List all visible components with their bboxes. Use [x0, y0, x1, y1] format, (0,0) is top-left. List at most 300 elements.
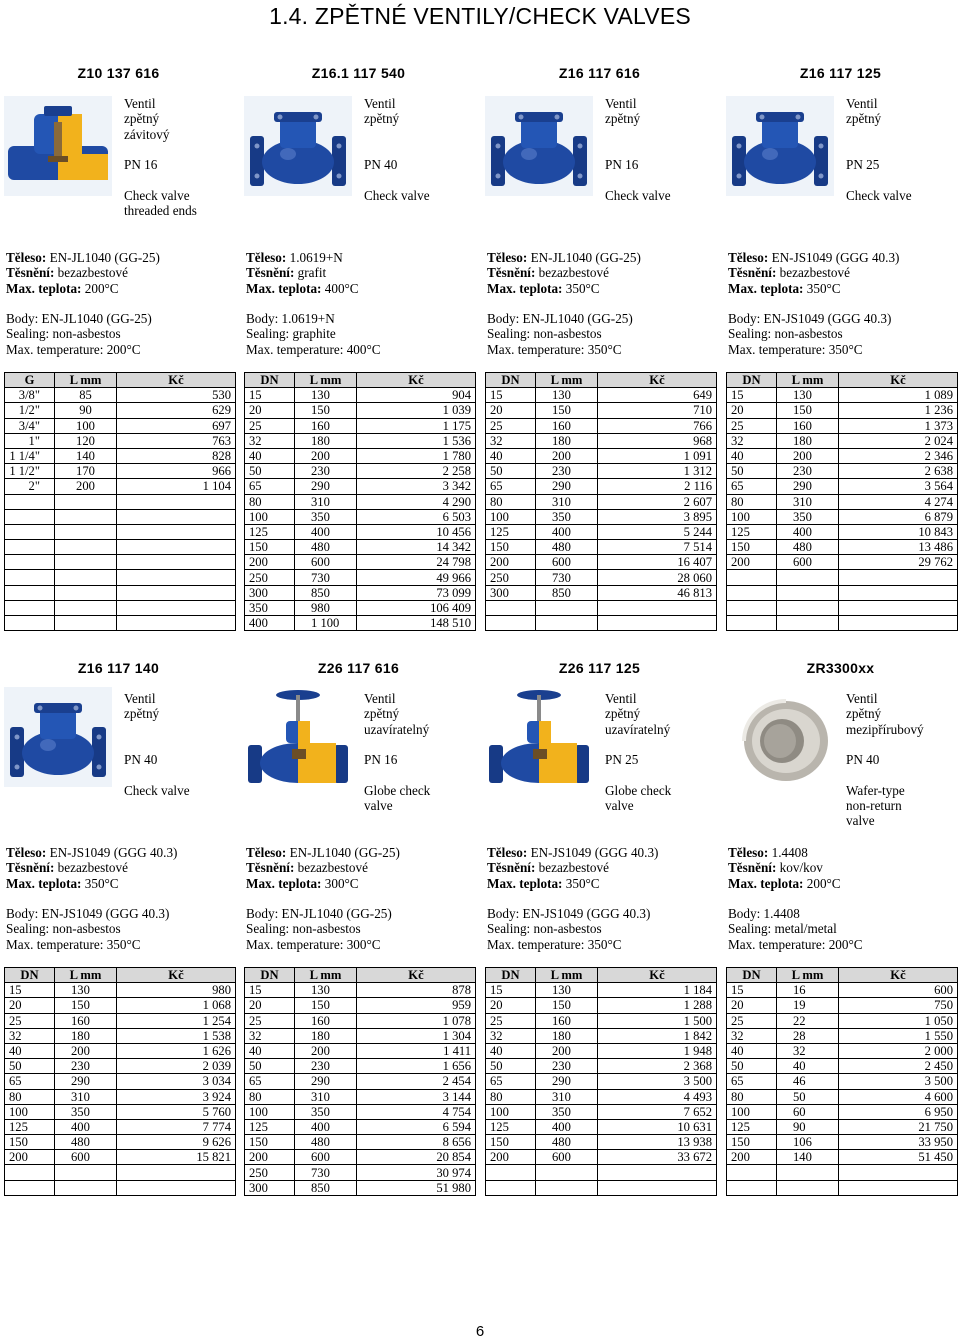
table-header-cell: DN: [486, 373, 536, 388]
max-temp-label: Max. teplota:: [6, 875, 82, 891]
table-cell: 150: [536, 403, 598, 418]
table-row: [245, 1043, 476, 1058]
table-cell-empty: [55, 555, 117, 570]
table-cell: 200: [245, 1150, 295, 1165]
table-header-row: [245, 373, 476, 388]
table-header-cell: L mm: [777, 968, 839, 983]
table-cell: 22: [777, 1013, 839, 1028]
body-value: EN-JL1040 (GG-25): [49, 250, 160, 265]
product-column: [242, 62, 475, 682]
table-cell-empty: [536, 600, 598, 615]
table-cell: 7 774: [117, 1119, 236, 1134]
spec-en: [728, 906, 957, 952]
table-cell-empty: [117, 585, 236, 600]
table-cell-empty: [117, 494, 236, 509]
table-cell: 180: [295, 1028, 357, 1043]
description-line: PN 16: [124, 157, 158, 173]
description-line: PN 16: [605, 157, 639, 173]
table-cell-empty: [598, 616, 717, 631]
table-cell: 730: [536, 570, 598, 585]
table-cell: 8 656: [357, 1135, 476, 1150]
table-cell: 100: [245, 509, 295, 524]
table-cell: 90: [55, 403, 117, 418]
table-cell-empty: [55, 1165, 117, 1180]
table-cell: 6 879: [839, 509, 958, 524]
table-cell: 200: [55, 1043, 117, 1058]
table-cell: 750: [839, 998, 958, 1013]
table-cell: 1 089: [839, 388, 958, 403]
spec-en-line: Body: EN-JL1040 (GG-25): [6, 311, 152, 326]
description-line: závitový: [124, 126, 170, 142]
table-cell: 649: [598, 388, 717, 403]
table-cell: 2 024: [839, 433, 958, 448]
spec-en: [728, 311, 957, 357]
description-line: [124, 142, 235, 157]
table-row: [5, 998, 236, 1013]
table-cell: 300: [486, 585, 536, 600]
table-header-cell: Kč: [117, 373, 236, 388]
table-row: [727, 600, 958, 615]
max-temp-label: Max. teplota:: [487, 280, 563, 296]
description-line: [605, 203, 716, 218]
table-cell: 600: [295, 1150, 357, 1165]
spec-en-line: Sealing: non-asbestos: [487, 326, 602, 342]
table-cell: 2": [5, 479, 55, 494]
table-cell: 7 514: [598, 540, 717, 555]
table-cell: 600: [55, 1150, 117, 1165]
description-line: Ventil: [846, 96, 878, 111]
table-cell-empty: [839, 600, 958, 615]
table-cell: 600: [777, 555, 839, 570]
table-cell: 250: [486, 570, 536, 585]
description-line: valve: [846, 813, 875, 829]
table-cell: 200: [295, 1043, 357, 1058]
table-header-row: [5, 968, 236, 983]
table-cell: 5 760: [117, 1104, 236, 1119]
table-cell: 10 456: [357, 524, 476, 539]
table-cell: 20: [727, 403, 777, 418]
product-description: [364, 96, 475, 218]
table-cell: 850: [295, 1180, 357, 1195]
table-row: [486, 1013, 717, 1028]
table-cell: 125: [245, 1119, 295, 1134]
table-header-cell: Kč: [598, 373, 717, 388]
table-cell-empty: [55, 540, 117, 555]
table-row: [5, 1119, 236, 1134]
sealing-label: Těsnění:: [487, 265, 536, 281]
table-cell: 200: [777, 448, 839, 463]
table-row: [727, 585, 958, 600]
table-cell: 310: [536, 494, 598, 509]
spec-cz: [6, 845, 235, 891]
table-cell: 140: [777, 1150, 839, 1165]
table-cell-empty: [839, 1180, 958, 1195]
table-header-cell: L mm: [295, 373, 357, 388]
table-cell-empty: [55, 509, 117, 524]
table-cell: 32: [5, 1028, 55, 1043]
table-row: [727, 418, 958, 433]
table-row: [486, 494, 717, 509]
table-cell-empty: [55, 585, 117, 600]
table-cell-empty: [5, 570, 55, 585]
table-cell: 1/2": [5, 403, 55, 418]
table-cell: 290: [536, 479, 598, 494]
table-cell: 10 843: [839, 524, 958, 539]
body-label: Těleso:: [728, 250, 769, 265]
table-cell: 697: [117, 418, 236, 433]
table-row: [727, 1043, 958, 1058]
product-description: [124, 691, 235, 829]
table-cell: 32: [245, 433, 295, 448]
description-line: [605, 737, 716, 752]
table-cell: 46: [777, 1074, 839, 1089]
table-cell: 2 116: [598, 479, 717, 494]
table-cell: 15: [486, 983, 536, 998]
table-row: [5, 616, 236, 631]
body-label: Těleso:: [487, 845, 528, 860]
description-line: [124, 813, 235, 828]
table-cell-empty: [117, 600, 236, 615]
table-cell-empty: [486, 616, 536, 631]
table-row: [486, 1074, 717, 1089]
max-temp-value: 350°C: [84, 875, 119, 891]
table-row: [5, 479, 236, 494]
table-row: [245, 1119, 476, 1134]
table-cell: 16 407: [598, 555, 717, 570]
table-header-cell: Kč: [117, 968, 236, 983]
table-row: [727, 1104, 958, 1119]
sealing-label: Těsnění:: [246, 265, 295, 281]
spec-en-line: Body: EN-JL1040 (GG-25): [487, 311, 633, 326]
table-cell: 40: [245, 448, 295, 463]
table-cell-empty: [536, 616, 598, 631]
product-code: Z16 117 140: [77, 660, 160, 676]
table-cell: 160: [55, 1013, 117, 1028]
table-cell: 65: [727, 479, 777, 494]
table-cell: 480: [55, 1135, 117, 1150]
product-description: [846, 691, 957, 829]
table-header-cell: L mm: [536, 968, 598, 983]
table-cell-empty: [5, 1165, 55, 1180]
table-cell: 24 798: [357, 555, 476, 570]
table-cell: 200: [55, 479, 117, 494]
description-line: valve: [364, 798, 393, 814]
spec-en: [246, 311, 475, 357]
table-cell: 50: [727, 1059, 777, 1074]
table-cell: 20: [727, 998, 777, 1013]
table-row: [245, 600, 476, 615]
table-row: [5, 418, 236, 433]
table-row: [5, 540, 236, 555]
table-cell: 25: [245, 1013, 295, 1028]
table-cell: 850: [295, 585, 357, 600]
table-cell: 4 290: [357, 494, 476, 509]
table-header-cell: L mm: [55, 373, 117, 388]
spec-en-line: Sealing: graphite: [246, 326, 336, 342]
table-cell: 290: [295, 1074, 357, 1089]
table-cell: 1 104: [117, 479, 236, 494]
table-cell: 200: [727, 1150, 777, 1165]
body-value: EN-JL1040 (GG-25): [530, 250, 641, 265]
table-cell: 106: [777, 1135, 839, 1150]
flanged-check-valve-image: [244, 96, 352, 196]
table-cell: 310: [777, 494, 839, 509]
table-cell: 290: [777, 479, 839, 494]
table-row: [5, 983, 236, 998]
table-row: [245, 479, 476, 494]
table-header-cell: L mm: [55, 968, 117, 983]
check-valve-threaded-cutaway-image: [4, 96, 112, 196]
price-table: [4, 967, 236, 1196]
table-cell: 180: [536, 1028, 598, 1043]
table-cell: 1 184: [598, 983, 717, 998]
table-row: [727, 1028, 958, 1043]
body-value: 1.4408: [771, 845, 808, 860]
table-cell: 20: [5, 998, 55, 1013]
price-table: [485, 967, 717, 1196]
description-line: Check valve: [364, 187, 430, 203]
table-cell: 32: [777, 1043, 839, 1058]
table-cell: 1": [5, 433, 55, 448]
table-row: [5, 448, 236, 463]
table-cell: 480: [295, 540, 357, 555]
table-cell: 2 454: [357, 1074, 476, 1089]
table-cell-empty: [117, 570, 236, 585]
table-cell: 100: [245, 1104, 295, 1119]
table-row: [245, 998, 476, 1013]
table-cell: 120: [55, 433, 117, 448]
table-row: [5, 509, 236, 524]
table-cell: 125: [245, 524, 295, 539]
table-cell-empty: [536, 1165, 598, 1180]
table-row: [245, 418, 476, 433]
table-cell: 1 304: [357, 1028, 476, 1043]
description-line: [605, 767, 716, 782]
table-cell-empty: [117, 555, 236, 570]
product-column: [483, 62, 716, 682]
description-line: [364, 172, 475, 187]
description-line: Ventil: [364, 691, 396, 706]
spec-en-line: Max. temperature: 200°C: [6, 341, 141, 357]
table-row: [245, 403, 476, 418]
table-cell: 150: [727, 1135, 777, 1150]
table-cell: 1 538: [117, 1028, 236, 1043]
description-line: [124, 737, 235, 752]
table-row: [5, 1150, 236, 1165]
table-cell: 25: [727, 1013, 777, 1028]
table-cell: 2 258: [357, 464, 476, 479]
spec-cz: [728, 250, 957, 296]
table-cell: 350: [55, 1104, 117, 1119]
spec-en-line: Max. temperature: 350°C: [487, 341, 622, 357]
table-cell: 73 099: [357, 585, 476, 600]
table-row: [486, 1150, 717, 1165]
table-cell: 80: [245, 494, 295, 509]
table-cell-empty: [5, 616, 55, 631]
table-cell: 350: [777, 509, 839, 524]
table-header-cell: L mm: [295, 968, 357, 983]
table-cell: 4 600: [839, 1089, 958, 1104]
table-cell: 100: [727, 1104, 777, 1119]
table-cell: 33 672: [598, 1150, 717, 1165]
table-cell: 1 1/4": [5, 448, 55, 463]
table-cell: 28 060: [598, 570, 717, 585]
table-cell: 1 068: [117, 998, 236, 1013]
table-cell: 2 368: [598, 1059, 717, 1074]
table-cell: 15: [5, 983, 55, 998]
description-line: [364, 127, 475, 142]
description-line: [605, 172, 716, 187]
product-description: [846, 96, 957, 218]
table-row: [245, 494, 476, 509]
table-cell: 49 966: [357, 570, 476, 585]
table-cell: 160: [295, 1013, 357, 1028]
table-row: [245, 1180, 476, 1195]
table-header-cell: DN: [245, 373, 295, 388]
table-cell: 25: [486, 418, 536, 433]
description-line: Ventil: [364, 96, 396, 111]
table-cell: 1 236: [839, 403, 958, 418]
sealing-value: bezazbestové: [57, 860, 128, 876]
table-row: [486, 1119, 717, 1134]
table-row: [727, 1089, 958, 1104]
table-cell: 125: [727, 524, 777, 539]
table-cell: 148 510: [357, 616, 476, 631]
spec-en: [6, 311, 235, 357]
table-cell: 50: [777, 1089, 839, 1104]
table-cell: 230: [777, 464, 839, 479]
table-cell-empty: [55, 600, 117, 615]
table-row: [727, 1150, 958, 1165]
body-value: 1.0619+N: [289, 250, 343, 265]
table-row: [727, 540, 958, 555]
spec-en-line: Body: 1.0619+N: [246, 311, 335, 326]
table-row: [5, 1165, 236, 1180]
table-cell: 65: [727, 1074, 777, 1089]
table-cell-empty: [839, 570, 958, 585]
table-cell: 130: [777, 388, 839, 403]
table-cell: 15: [245, 983, 295, 998]
description-line: zpětný: [846, 111, 882, 127]
table-row: [245, 464, 476, 479]
table-cell: 600: [839, 983, 958, 998]
table-cell: 85: [55, 388, 117, 403]
table-cell: 300: [245, 1180, 295, 1195]
table-cell: 80: [486, 494, 536, 509]
table-cell: 1 312: [598, 464, 717, 479]
product-code: Z26 117 616: [317, 660, 400, 676]
description-line: PN 25: [846, 157, 880, 173]
spec-en-line: Max. temperature: 200°C: [728, 936, 863, 952]
table-cell: 230: [536, 1059, 598, 1074]
table-row: [5, 1180, 236, 1195]
body-label: Těleso:: [6, 250, 47, 265]
table-cell: 65: [5, 1074, 55, 1089]
globe-check-valve-cutaway-image: [244, 687, 352, 787]
table-row: [5, 1089, 236, 1104]
table-row: [486, 418, 717, 433]
table-row: [5, 388, 236, 403]
description-line: uzavíratelný: [364, 721, 430, 737]
max-temp-value: 200°C: [84, 280, 119, 296]
table-cell-empty: [777, 570, 839, 585]
table-row: [245, 509, 476, 524]
table-cell-empty: [55, 616, 117, 631]
table-header-row: [5, 373, 236, 388]
table-row: [245, 1150, 476, 1165]
table-header-cell: DN: [245, 968, 295, 983]
spec-en: [6, 906, 235, 952]
table-row: [727, 570, 958, 585]
table-row: [245, 540, 476, 555]
table-cell: 150: [486, 1135, 536, 1150]
table-cell: 200: [536, 1043, 598, 1058]
table-cell: 60: [777, 1104, 839, 1119]
sealing-label: Těsnění:: [728, 860, 777, 876]
sealing-value: bezazbestové: [538, 265, 609, 281]
table-cell: 3 895: [598, 509, 717, 524]
table-cell: 25: [486, 1013, 536, 1028]
table-cell: 828: [117, 448, 236, 463]
table-cell: 50: [245, 1059, 295, 1074]
table-cell-empty: [839, 1165, 958, 1180]
table-cell: 65: [486, 479, 536, 494]
table-header-cell: DN: [727, 968, 777, 983]
table-cell: 65: [486, 1074, 536, 1089]
table-cell-empty: [55, 524, 117, 539]
description-line: Wafer-type: [846, 782, 905, 798]
table-cell: 140: [55, 448, 117, 463]
table-cell: 2 450: [839, 1059, 958, 1074]
table-cell-empty: [55, 570, 117, 585]
table-cell: 130: [536, 983, 598, 998]
table-cell: 200: [486, 1150, 536, 1165]
table-cell: 180: [295, 433, 357, 448]
description-line: non-return: [846, 798, 902, 814]
table-cell: 13 938: [598, 1135, 717, 1150]
description-line: [124, 722, 235, 737]
max-temp-label: Max. teplota:: [246, 280, 322, 296]
globe-check-valve-cutaway-image: [485, 687, 593, 787]
table-cell: 28: [777, 1028, 839, 1043]
table-cell: 50: [486, 464, 536, 479]
table-row: [5, 1013, 236, 1028]
table-cell-empty: [486, 1180, 536, 1195]
table-cell: 40: [486, 448, 536, 463]
table-cell: 160: [777, 418, 839, 433]
table-cell-empty: [117, 540, 236, 555]
max-temp-label: Max. teplota:: [728, 875, 804, 891]
sealing-label: Těsnění:: [6, 860, 55, 876]
spec-en: [487, 311, 716, 357]
description-line: PN 40: [364, 157, 398, 173]
table-cell: 4 754: [357, 1104, 476, 1119]
body-label: Těleso:: [728, 845, 769, 860]
table-cell-empty: [727, 1165, 777, 1180]
table-row: [5, 555, 236, 570]
table-cell-empty: [117, 1165, 236, 1180]
table-cell: 3 500: [839, 1074, 958, 1089]
table-cell: 30 974: [357, 1165, 476, 1180]
sealing-value: bezazbestové: [779, 265, 850, 281]
description-line: zpětný: [364, 706, 400, 722]
table-row: [727, 1119, 958, 1134]
table-cell: 629: [117, 403, 236, 418]
table-cell: 1 254: [117, 1013, 236, 1028]
table-cell: 730: [295, 570, 357, 585]
table-row: [245, 585, 476, 600]
table-cell: 400: [295, 1119, 357, 1134]
